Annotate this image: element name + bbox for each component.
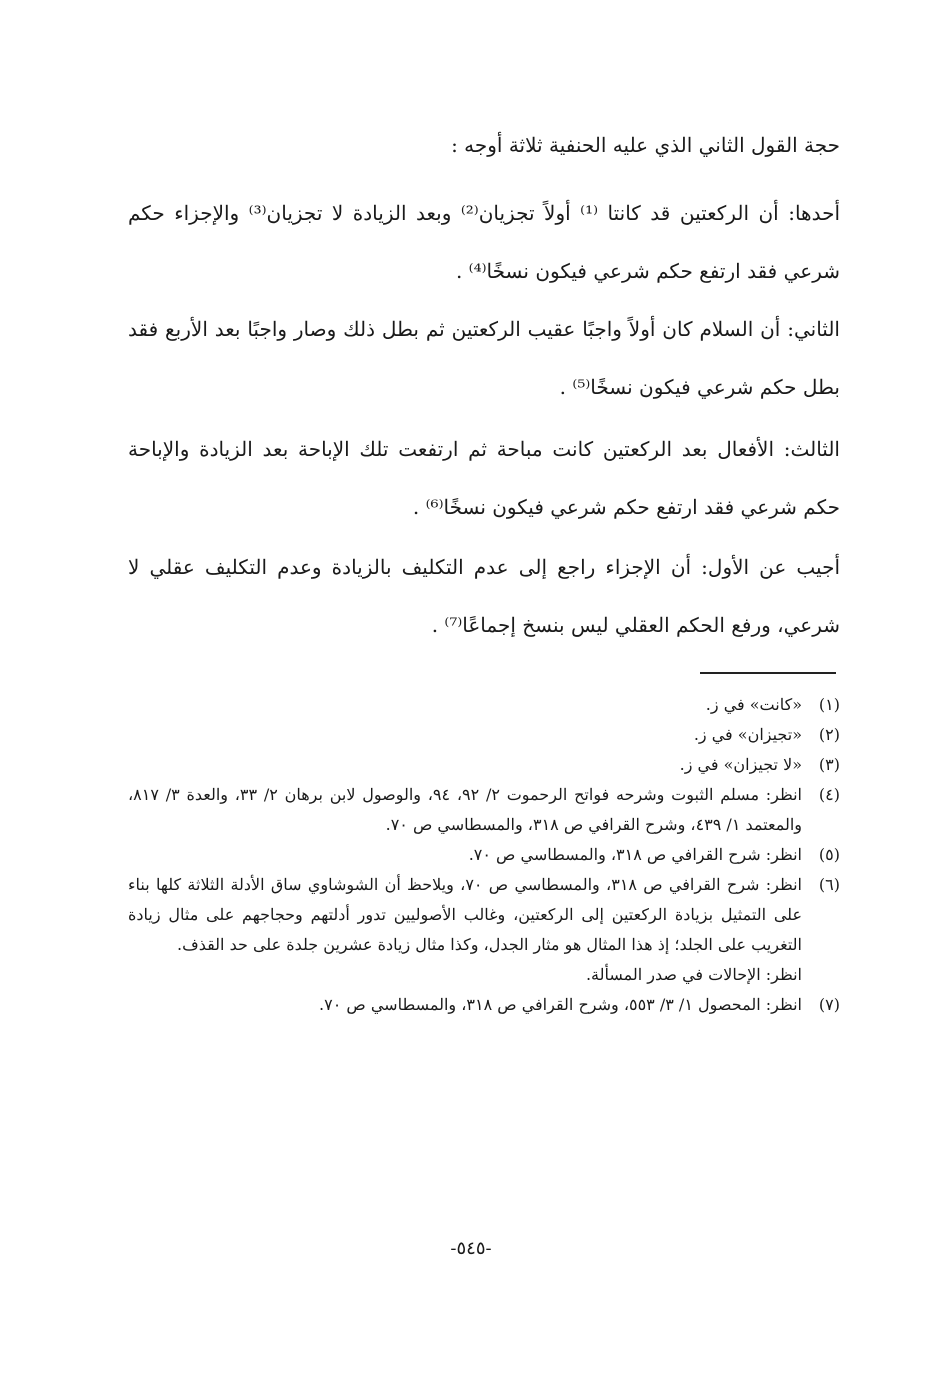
footnote-number: (١)	[818, 695, 840, 714]
section-heading: حجة القول الثاني الذي عليه الحنفية ثلاثة أوجه :	[451, 133, 840, 157]
footnotes	[128, 690, 840, 1020]
footnote-line: انظر: مسلم الثبوت وشرحه فواتح الرحموت ٢/ ٩٢، ٩٤، والوصول لابن برهان ٢/ ٣٣، والعدة ٣/ ٨١٧، والمعتمد ١/ ٤٣٩، وشرح القرافي ص ٣١٨، والمسطاسي ص ٧٠.	[128, 785, 803, 834]
footnote-text	[128, 690, 802, 720]
footnote	[128, 990, 840, 1020]
footnote-line: انظر: شرح القرافي ص ٣١٨، والمسطاسي ص ٧٠.	[468, 845, 802, 864]
footnote	[128, 720, 840, 750]
footnote-number: (٧)	[818, 995, 840, 1014]
footnote-number: (٤)	[818, 785, 840, 804]
footnote-text	[128, 990, 802, 1020]
footnote-number: (٣)	[818, 755, 840, 774]
footnote-text	[128, 750, 802, 780]
footnote-divider	[700, 672, 836, 674]
footnote-line: «تجيزان» في ز.	[693, 725, 802, 744]
footnote-text	[128, 720, 802, 750]
footnote-text	[128, 840, 802, 870]
paragraph-third-argument: الثالث: الأفعال بعد الركعتين كانت مباحة ثم ارتفعت تلك الإباحة بعد الزيادة والإباحة حكم شرعي فقد ارتفع حكم شرعي فيكون نسخًا⁽⁶⁾ .	[128, 437, 840, 519]
footnote	[128, 780, 840, 840]
paragraph-response: أجيب عن الأول: أن الإجزاء راجع إلى عدم التكليف بالزيادة وعدم التكليف عقلي لا شرعي، ورفع الحكم العقلي ليس بنسخ إجماعًا⁽⁷⁾ .	[128, 555, 840, 637]
footnote-line: انظر: المحصول ١/ ٣/ ٥٥٣، وشرح القرافي ص ٣١٨، والمسطاسي ص ٧٠.	[319, 995, 802, 1014]
footnote-text	[128, 870, 802, 990]
footnote-line: انظر: شرح القرافي ص ٣١٨، والمسطاسي ص ٧٠، ويلاحظ أن الشوشاوي ساق الأدلة الثلاثة كلها بناء على التمثيل بزيادة الركعتين إلى الركعتين، وغالب الأصوليين تدور أدلتهم وحجاجهم على مثال زيادة التغريب على الجلد؛ إذ هذا المثال هو مثار الجدل، وكذا مثال زيادة عشرين جلدة على حد القذف.	[128, 875, 802, 954]
footnote-number: (٥)	[818, 845, 840, 864]
footnote-line: انظر: الإحالات في صدر المسألة.	[585, 965, 802, 984]
footnote	[128, 690, 840, 720]
footnote	[128, 750, 840, 780]
footnote-line: «كانت» في ز.	[705, 695, 802, 714]
paragraph-second-argument: الثاني: أن السلام كان أولاً واجبًا عقيب الركعتين ثم بطل ذلك وصار واجبًا بعد الأربع فقد بطل حكم شرعي فيكون نسخًا⁽⁵⁾ .	[128, 317, 840, 399]
footnote-line: «لا تجيزان» في ز.	[679, 755, 802, 774]
footnote	[128, 870, 840, 990]
footnote-number: (٦)	[818, 875, 840, 894]
paragraph-first-argument: أحدها: أن الركعتين قد كانتا ⁽¹⁾ أولاً تجزيان⁽²⁾ وبعد الزيادة لا تجزيان⁽³⁾ والإجزاء حكم شرعي فقد ارتفع حكم شرعي فيكون نسخًا⁽⁴⁾ .	[128, 201, 841, 283]
footnote-text	[128, 780, 802, 840]
page-number: -٥٤٥-	[450, 1238, 492, 1259]
footnote	[128, 840, 840, 870]
footnote-number: (٢)	[818, 725, 840, 744]
